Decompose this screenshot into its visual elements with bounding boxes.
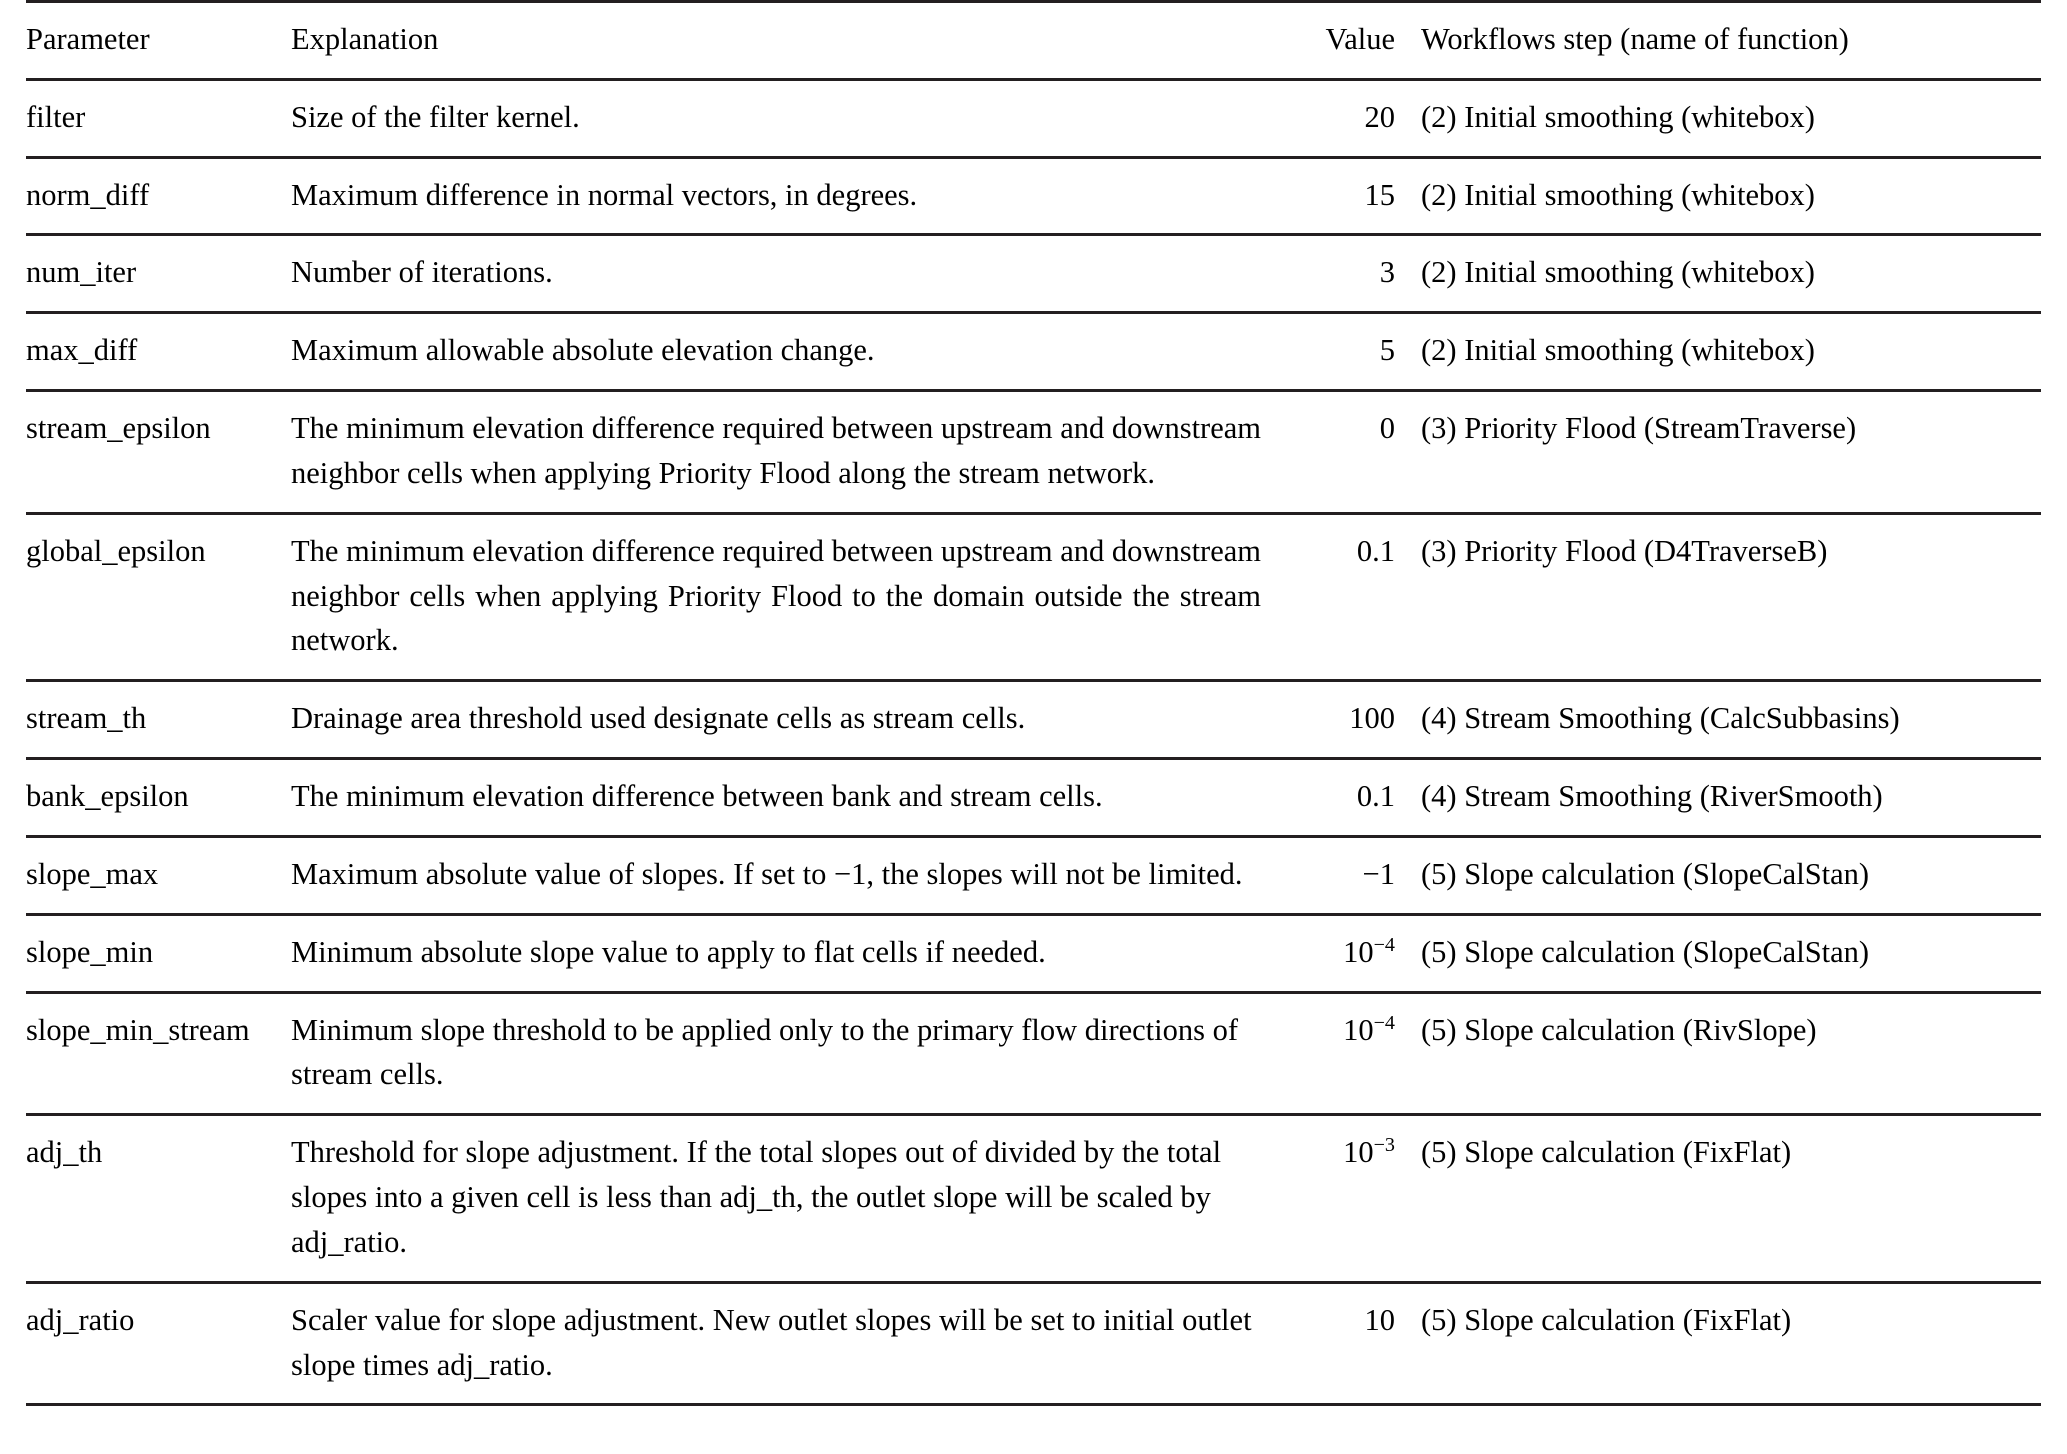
value-exponent: −4	[1373, 933, 1395, 956]
cell-explanation: The minimum elevation difference required between upstream and downstream neighbor cells when applying Priority Flood to the domain outside the stream network.	[291, 513, 1291, 680]
table-header	[26, 2, 2041, 80]
cell-parameter: stream_epsilon	[26, 391, 291, 514]
cell-explanation: Scaler value for slope adjustment. New outlet slopes will be set to initial outlet slope times adj_ratio.	[291, 1282, 1291, 1405]
cell-value: 100	[1291, 681, 1421, 759]
parameter-table	[26, 0, 2041, 1406]
cell-value: 0.1	[1291, 513, 1421, 680]
cell-parameter: global_epsilon	[26, 513, 291, 680]
cell-value: 5	[1291, 313, 1421, 391]
value-exponent: −3	[1373, 1134, 1395, 1157]
cell-workflow-step: (4) Stream Smoothing (RiverSmooth)	[1421, 759, 2041, 837]
value-mantissa: 10	[1343, 1135, 1374, 1170]
column-header-parameter: Parameter	[26, 2, 291, 80]
cell-value: 10	[1291, 1282, 1421, 1405]
cell-explanation: Minimum absolute slope value to apply to flat cells if needed.	[291, 914, 1291, 992]
table-body	[26, 79, 2041, 1405]
cell-workflow-step: (2) Initial smoothing (whitebox)	[1421, 157, 2041, 235]
table-row	[26, 1282, 2041, 1405]
cell-explanation: Maximum absolute value of slopes. If set to −1, the slopes will not be limited.	[291, 836, 1291, 914]
cell-workflow-step: (5) Slope calculation (SlopeCalStan)	[1421, 836, 2041, 914]
cell-workflow-step: (5) Slope calculation (FixFlat)	[1421, 1282, 2041, 1405]
cell-explanation: The minimum elevation difference between bank and stream cells.	[291, 759, 1291, 837]
value-mantissa: 10	[1343, 1012, 1374, 1047]
cell-workflow-step: (3) Priority Flood (StreamTraverse)	[1421, 391, 2041, 514]
cell-explanation: Minimum slope threshold to be applied only to the primary flow directions of stream cells.	[291, 992, 1291, 1115]
cell-parameter: norm_diff	[26, 157, 291, 235]
cell-explanation: Maximum allowable absolute elevation change.	[291, 313, 1291, 391]
table-row	[26, 759, 2041, 837]
cell-workflow-step: (5) Slope calculation (FixFlat)	[1421, 1115, 2041, 1282]
cell-explanation: The minimum elevation difference required between upstream and downstream neighbor cells when applying Priority Flood along the stream network.	[291, 391, 1291, 514]
cell-parameter: slope_min	[26, 914, 291, 992]
cell-parameter: filter	[26, 79, 291, 157]
cell-explanation: Size of the filter kernel.	[291, 79, 1291, 157]
cell-workflow-step: (2) Initial smoothing (whitebox)	[1421, 313, 2041, 391]
table-header-row	[26, 2, 2041, 80]
cell-value: 20	[1291, 79, 1421, 157]
cell-parameter: stream_th	[26, 681, 291, 759]
table-row	[26, 79, 2041, 157]
table-row	[26, 914, 2041, 992]
cell-value	[1291, 914, 1421, 992]
table-row	[26, 681, 2041, 759]
table-row	[26, 235, 2041, 313]
cell-workflow-step: (2) Initial smoothing (whitebox)	[1421, 235, 2041, 313]
cell-explanation: Number of iterations.	[291, 235, 1291, 313]
table-row	[26, 313, 2041, 391]
cell-workflow-step: (5) Slope calculation (RivSlope)	[1421, 992, 2041, 1115]
cell-explanation: Maximum difference in normal vectors, in degrees.	[291, 157, 1291, 235]
table-row	[26, 1115, 2041, 1282]
table-row	[26, 836, 2041, 914]
cell-explanation: Drainage area threshold used designate cells as stream cells.	[291, 681, 1291, 759]
table-row	[26, 992, 2041, 1115]
cell-workflow-step: (5) Slope calculation (SlopeCalStan)	[1421, 914, 2041, 992]
value-mantissa: 10	[1343, 934, 1374, 969]
table-row	[26, 391, 2041, 514]
cell-parameter: bank_epsilon	[26, 759, 291, 837]
cell-value: −1	[1291, 836, 1421, 914]
cell-value: 15	[1291, 157, 1421, 235]
cell-value: 0	[1291, 391, 1421, 514]
cell-value: 3	[1291, 235, 1421, 313]
cell-parameter: adj_ratio	[26, 1282, 291, 1405]
value-exponent: −4	[1373, 1011, 1395, 1034]
cell-workflow-step: (4) Stream Smoothing (CalcSubbasins)	[1421, 681, 2041, 759]
table-row	[26, 157, 2041, 235]
cell-workflow-step: (3) Priority Flood (D4TraverseB)	[1421, 513, 2041, 680]
cell-parameter: max_diff	[26, 313, 291, 391]
cell-parameter: num_iter	[26, 235, 291, 313]
cell-value	[1291, 992, 1421, 1115]
cell-value	[1291, 1115, 1421, 1282]
column-header-workflow: Workflows step (name of function)	[1421, 2, 2041, 80]
cell-parameter: adj_th	[26, 1115, 291, 1282]
cell-parameter: slope_min_stream	[26, 992, 291, 1115]
column-header-explanation: Explanation	[291, 2, 1291, 80]
cell-workflow-step: (2) Initial smoothing (whitebox)	[1421, 79, 2041, 157]
column-header-value: Value	[1291, 2, 1421, 80]
cell-parameter: slope_max	[26, 836, 291, 914]
cell-value: 0.1	[1291, 759, 1421, 837]
cell-explanation: Threshold for slope adjustment. If the total slopes out of divided by the total slopes into a given cell is less than adj_th, the outlet slope will be scaled by adj_ratio.	[291, 1115, 1291, 1282]
table-row	[26, 513, 2041, 680]
